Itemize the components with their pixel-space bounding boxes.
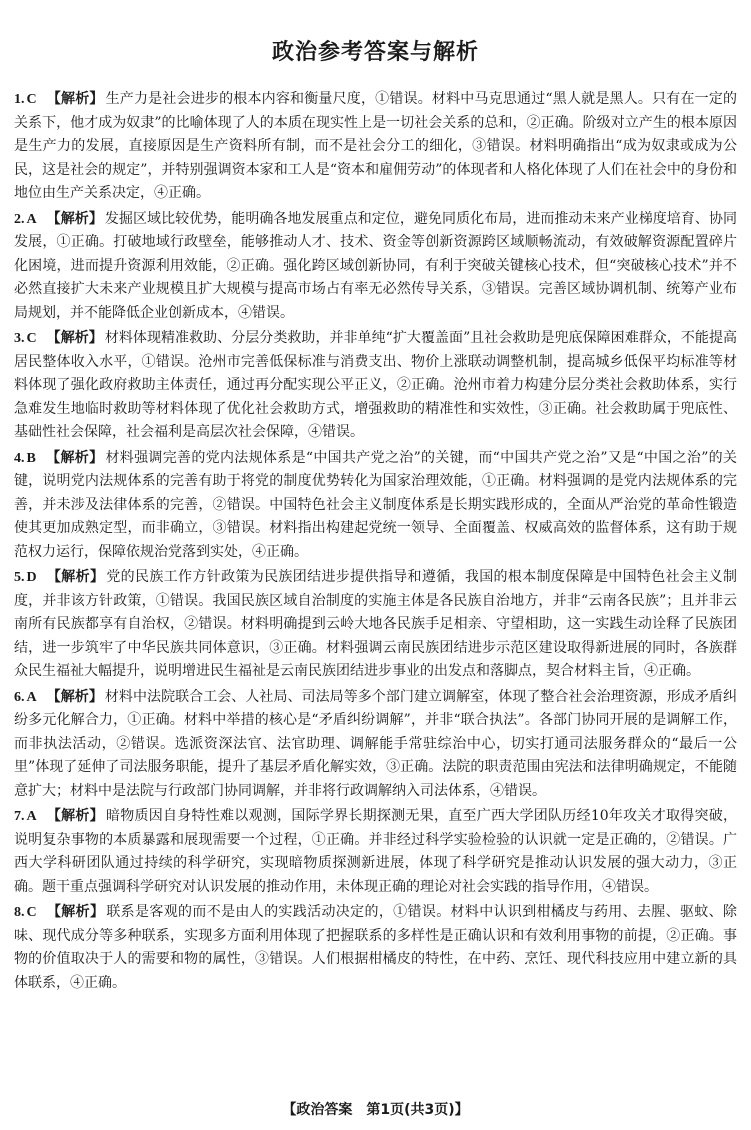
analysis-text: 生产力是社会进步的根本内容和衡量尺度，①错误。材料中马克思通过“黑人就是黑人。只有在一定的关系下，他才成为奴隶”的比喻体现了人的本质在现实性上是一切社会关系的总和，②正确。阶级对立产生的根本原因是生产力的发展，直接原因是生产资料所有制，而不是社会分工的细化，③错误。材料明确指出“成为奴隶或成为公民，这是社会的规定”，并特别强调资本家和工人是“资本和雇佣劳动”的体现者和人格化体现了人们在社会中的身份和地位由生产关系决定，④正确。	[14, 91, 738, 201]
answer-item	[14, 447, 737, 565]
analysis-text: 发掘区域比较优势，能明确各地发展重点和定位，避免同质化布局，进而推动未来产业梯度培育、协同发展，①正确。打破地域行政壁垒，能够推动人才、技术、资金等创新资源跨区域顺畅流动，有效破解资源配置碎片化困境，进而提升资源利用效能，②正确。强化跨区域创新协同，有利于突破关键核心技术，但“突破核心技术”并不必然直接扩大未来产业规模且扩大规模与提高市场占有率无必然传导关系，③错误。完善区域协调机制、统筹产业布局规划，并不能降低企业创新成本，④错误。	[14, 210, 738, 321]
page-title: 政治参考答案与解析	[271, 40, 479, 65]
analysis-tag: 【解析】	[46, 569, 105, 585]
answer-item	[14, 686, 737, 804]
page-footer: 【政治答案 第1页(共3页)】	[282, 1102, 469, 1118]
analysis-tag: 【解析】	[46, 904, 105, 920]
question-number: 5.	[14, 570, 25, 585]
answer-choice: D	[26, 570, 37, 585]
question-number: 2.	[14, 211, 25, 227]
analysis-text: 材料中法院联合工会、人社局、司法局等多个部门建立调解室，体现了整合社会治理资源，形成矛盾纠纷多元化解合力，①正确。材料中举措的核心是“矛盾纠纷调解”，并非“联合执法”。各部门协同开展的是调解工作，而非执法活动，②错误。选派资深法官、法官助理、调解能手常驻综治中心，切实打通司法服务群众的“最后一公里”体现了延伸了司法服务职能，提升了基层矛盾化解实效，③正确。法院的职责范围由宪法和法律明确规定，不能随意扩大；材料中是法院与行政部门协同调解，并非将行政调解纳入司法体系，④错误。	[14, 688, 738, 799]
answer-choice: C	[26, 905, 37, 920]
answer-choice: A	[26, 809, 37, 824]
analysis-tag: 【解析】	[45, 449, 104, 466]
question-number: 6.	[14, 689, 25, 705]
analysis-tag: 【解析】	[46, 210, 103, 227]
analysis-text: 联系是客观的而不是由人的实践活动决定的，①错误。材料中认识到柑橘皮与药用、去腥、驱蚊、除味、现代成分等多种联系，实现多方面利用体现了把握联系的多样性是正确认识和有效利用事物的前提，②正确。事物的价值取决于人的需要和物的属性，③错误。人们根据柑橘皮的特性，在中药、烹饪、现代科技应用中建立新的具体联系，④正确。	[14, 904, 738, 991]
analysis-tag: 【解析】	[46, 91, 104, 107]
analysis-text: 材料强调完善的党内法规体系是“中国共产党之治”的关键，而“中国共产党之治”又是“中国之治”的关键，说明党内法规体系的完善有助于将党的制度优势转化为国家治理效能，①正确。材料强调的是党内法规体系的完善，并未涉及法律体系的完善，②错误。中国特色社会主义制度体系是长期实践形成的，全面从严治党的革命性锻造使其更加成熟定型，而非确立，③错误。材料指出构建起党统一领导、全面覆盖、权威高效的监督体系，这有助于规范权力运行，保障依规治党落到实处，④正确。	[14, 449, 737, 560]
question-number: 7.	[14, 809, 25, 824]
answer-item	[14, 901, 737, 995]
answer-choice: B	[26, 450, 36, 466]
answer-choice: A	[26, 689, 37, 705]
answer-item	[14, 208, 737, 326]
answer-item	[14, 327, 737, 445]
answer-item	[14, 88, 737, 206]
answer-choice: C	[26, 331, 37, 346]
answer-choice: C	[26, 92, 37, 107]
question-number: 3.	[14, 331, 25, 346]
question-number: 8.	[14, 905, 25, 920]
analysis-text: 党的民族工作方针政策为民族团结进步提供指导和遵循，我国的根本制度保障是中国特色社会主义制度，并非该方针政策，①错误。我国民族区域自治制度的实施主体是各民族自治地方，并非“云南各民族”；且并非云南所有民族都享有自治权，②错误。材料明确提到云岭大地各民族手足相亲、守望相助，这一实践生动诠释了民族团结，进一步筑牢了中华民族共同体意识，③正确。材料强调云南民族团结进步示范区建设取得新进展的同时，各族群众民生福祉大幅提升，说明增进民生福祉是云南民族团结进步事业的出发点和落脚点，契合材料主旨，④正确。	[14, 569, 738, 679]
question-number: 1.	[14, 92, 25, 107]
answer-list	[14, 88, 737, 995]
answer-item	[14, 566, 737, 684]
analysis-tag: 【解析】	[46, 330, 103, 346]
answer-item	[14, 805, 737, 899]
analysis-text: 暗物质因自身特性难以观测，国际学界长期探测无果，直至广西大学团队历经10年攻关才取得突破，说明复杂事物的本质暴露和展现需要一个过程，①正确。并非经过科学实验检验的认识就一定是正确的，②错误。广西大学科研团队通过持续的科学研究，实现暗物质探测新进展，体现了科学研究是推动认识发展的强大动力，③正确。题干重点强调科学研究对认识发展的推动作用，未体现正确的理论对社会实践的指导作用，④错误。	[14, 808, 738, 895]
analysis-tag: 【解析】	[46, 808, 104, 824]
analysis-text: 材料体现精准救助、分层分类救助，并非单纯“扩大覆盖面”且社会救助是兜底保障困难群众，不能提高居民整体收入水平，①错误。沧州市完善低保标准与消费支出、物价上涨联动调整机制，提高城乡低保平均标准等材料体现了强化政府救助主体责任，通过再分配实现公平正义，②正确。沧州市着力构建分层分类社会救助体系，实行急难发生地临时救助等材料体现了优化社会救助方式，增强救助的精准性和实效性，③正确。社会救助属于兜底性、基础性社会保障，社会福利是高层次社会保障，④错误。	[14, 330, 738, 440]
answer-choice: A	[26, 211, 37, 227]
analysis-tag: 【解析】	[46, 688, 103, 705]
question-number: 4.	[14, 450, 25, 466]
